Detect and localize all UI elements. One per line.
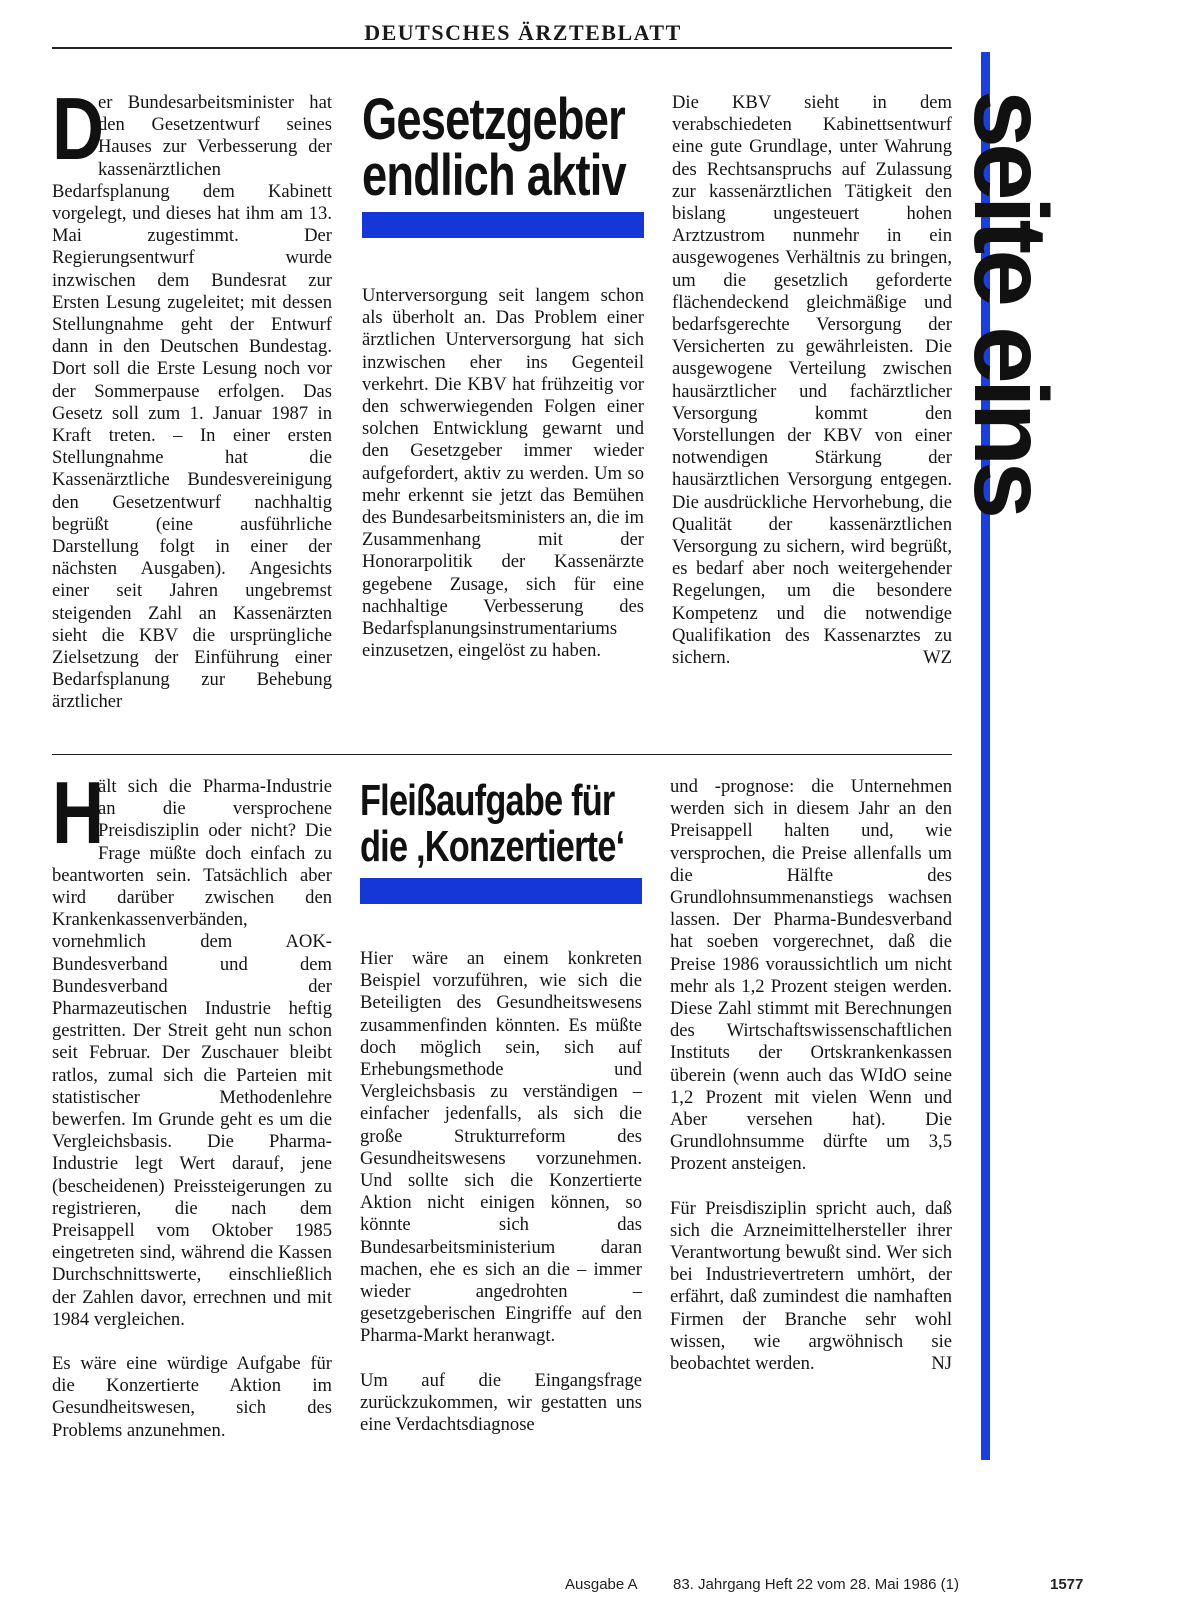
article2-headline-line2: die ‚Konzertierte‘ bbox=[360, 822, 625, 871]
article1-dropcap: D bbox=[52, 79, 105, 178]
article2-col2-text: Hier wäre an einem konkreten Beispiel vorzuführen, wie sich die Beteiligten des Gesundheitswesens zusammenfinden könnten. Es müßte doch möglich sein, sich auf Erhebungsmethode und Vergleichsbasis zu verständigen – einfacher jedenfalls, als sich die große Strukturreform des Gesundheitswesens vorzunehmen. Und sollte sich die Konzertierte Aktion nicht einigen können, so könnte sich das Bundesarbeitsministerium daran machen, ehe es sich an die – immer wieder angedrohten – gesetzgeberischen Eingriffe auf den Pharma-Markt heranwagt. bbox=[360, 948, 642, 1347]
footer-issue: 83. Jahrgang Heft 22 vom 28. Mai 1986 (1) bbox=[673, 1576, 959, 1593]
article2-column1 bbox=[52, 763, 332, 1442]
article2-col1-text: ält sich die Pharma-Industrie an die versprochene Preisdisziplin oder nicht? Die Frage müßte doch einfach zu beantworten sein. Tatsächlich aber wird darüber zwischen den Krankenkassenverbänden, vornehmlich dem AOK-Bundesverband und dem Bundesverband der Pharmazeutischen Industrie heftig gestritten. Der Streit geht nun schon seit Februar. Der Zuschauer bleibt ratlos, zumal sich die Parteien mit statistischer Methodenlehre bewerfen. Im Grunde geht es um die Vergleichsbasis. Die Pharma-Industrie legt Wert darauf, jene (bescheidenen) Preissteigerungen zu registrieren, die nach dem Preisappell vom Oktober 1985 eingetreten sind, während die Kassen Durchschnittswerte, einschließlich der Zahlen davor, errechnen und mit 1984 vergleichen. bbox=[52, 776, 332, 1330]
page-number: 1577 bbox=[1050, 1576, 1084, 1593]
article1-headline-line2: endlich aktiv bbox=[362, 143, 626, 208]
article2-headline bbox=[360, 778, 624, 870]
side-title: seite eins bbox=[952, 90, 1068, 515]
article1-signoff: WZ bbox=[923, 647, 952, 669]
article2-col3-text: und -prognose: die Unternehmen werden sich in diesem Jahr an den Preisappell halten und, wie versprochen, die Preise allenfalls um die Hälfte des Grundlohnsummenanstiegs wachsen lassen. Der Pharma-Bundesverband hat soeben vorgerechnet, daß die Preise 1986 voraussichtlich um nicht mehr als 1,2 Prozent steigen werden. Diese Zahl stimmt mit Berechnungen des Wirtschaftswissenschaftlichen Instituts der Ortskrankenkassen überein (wenn auch das WIdO seine 1,2 Prozent mit vielen Wenn und Aber versehen hat). Die Grundlohnsumme dürfte um 3,5 Prozent ansteigen. bbox=[670, 776, 952, 1175]
article2-col3-closing: Für Preisdisziplin spricht auch, daß sich die Arzneimittelhersteller ihrer Verantwortung bewußt sind. Wer sich bei Industrievertretern umhört, der erfährt, daß zumindest die namhaften Firmen der Branche sehr wohl wissen, wie argwöhnisch sie beobachtet werden. bbox=[670, 1197, 952, 1375]
article-divider bbox=[52, 754, 952, 755]
article1-headline bbox=[362, 87, 626, 208]
article1-column3 bbox=[672, 92, 952, 669]
footer-edition: Ausgabe A bbox=[565, 1576, 638, 1593]
article2-dropcap: H bbox=[52, 763, 105, 862]
article2-blue-bar bbox=[360, 878, 642, 904]
article2-column2 bbox=[360, 948, 642, 1436]
article2-col1-closing: Es wäre eine würdige Aufgabe für die Konzertierte Aktion im Gesundheitswesen, sich des Problems anzunehmen. bbox=[52, 1353, 332, 1441]
article1-col2-text: Unterversorgung seit langem schon als überholt an. Das Problem einer ärztlichen Unterversorgung hat sich inzwischen eher ins Gegenteil verkehrt. Die KBV hat frühzeitig vor den schwerwiegenden Folgen einer solchen Entwicklung gewarnt und den Gesetzgeber immer wieder aufgefordert, aktiv zu werden. Um so mehr erkennt sie jetzt das Bemühen des Bundesarbeitsministers an, die im Zusammenhang mit der Honorarpolitik der Kassenärzte gegebene Zusage, sich für eine nachhaltige Verbesserung des Bedarfsplanungsinstrumentariums einzusetzen, eingelöst zu haben. bbox=[362, 285, 644, 662]
article2-column3 bbox=[670, 776, 952, 1375]
article1-column1 bbox=[52, 79, 332, 714]
article2-signoff: NJ bbox=[931, 1353, 952, 1375]
article1-col3-text: Die KBV sieht in dem verabschiedeten Kabinettsentwurf eine gute Grundlage, unter Wahrung des Rechtsanspruchs auf Zulassung zur kassenärztlichen Tätigkeit den bislang ungesteuert hohen Arztzustrom nunmehr in ein ausgewogenes Verhältnis zu bringen, um die gesetzlich geforderte flächendeckend gleichmäßige und bedarfsgerechte Versorgung der Versicherten zu gewährleisten. Die ausgewogene Verteilung zwischen hausärztlicher und fachärztlicher Versorgung kommt den Vorstellungen der KBV von einer notwendigen Stärkung der hausärztlichen Versorgung entgegen. Die ausdrückliche Hervorhebung, die Qualität der kassenärztlichen Versorgung zu sichern, wird begrüßt, es bedarf aber noch weitergehender Regelungen, um die besondere Kompetenz und die notwendige Qualifikation des Kassenarztes zu sichern. bbox=[672, 92, 952, 669]
masthead-rule bbox=[52, 47, 952, 49]
article2-col2-closing: Um auf die Eingangsfrage zurückzukommen, wir gestatten uns eine Verdachtsdiagnose bbox=[360, 1369, 642, 1436]
masthead: DEUTSCHES ÄRZTEBLATT bbox=[364, 20, 682, 45]
article2-headline-line1: Fleißaufgabe für bbox=[360, 776, 615, 825]
article1-blue-bar bbox=[362, 212, 644, 238]
article1-column2 bbox=[362, 285, 644, 662]
article1-col1-text: er Bundesarbeitsminister hat den Gesetzentwurf seines Hauses zur Verbesserung der kassenärztlichen Bedarfsplanung dem Kabinett vorgelegt, und dieses hat ihm am 13. Mai zugestimmt. Der Regierungsentwurf wurde inzwischen dem Bundesrat zur Ersten Lesung zugeleitet; mit dessen Stellungnahme geht der Entwurf dann in den Deutschen Bundestag. Dort soll die Erste Lesung noch vor der Sommerpause erfolgen. Das Gesetz soll zum 1. Januar 1987 in Kraft treten. – In einer ersten Stellungnahme hat die Kassenärztliche Bundesvereinigung den Gesetzentwurf nachhaltig begrüßt (eine ausführliche Darstellung folgt in einer der nächsten Ausgaben). Angesichts einer seit Jahren ungebremst steigenden Zahl an Kassenärzten sieht die KBV die ursprüngliche Zielsetzung der Einführung einer Bedarfsplanung zur Behebung ärztlicher bbox=[52, 92, 332, 713]
article1-headline-line1: Gesetzgeber bbox=[362, 87, 625, 152]
